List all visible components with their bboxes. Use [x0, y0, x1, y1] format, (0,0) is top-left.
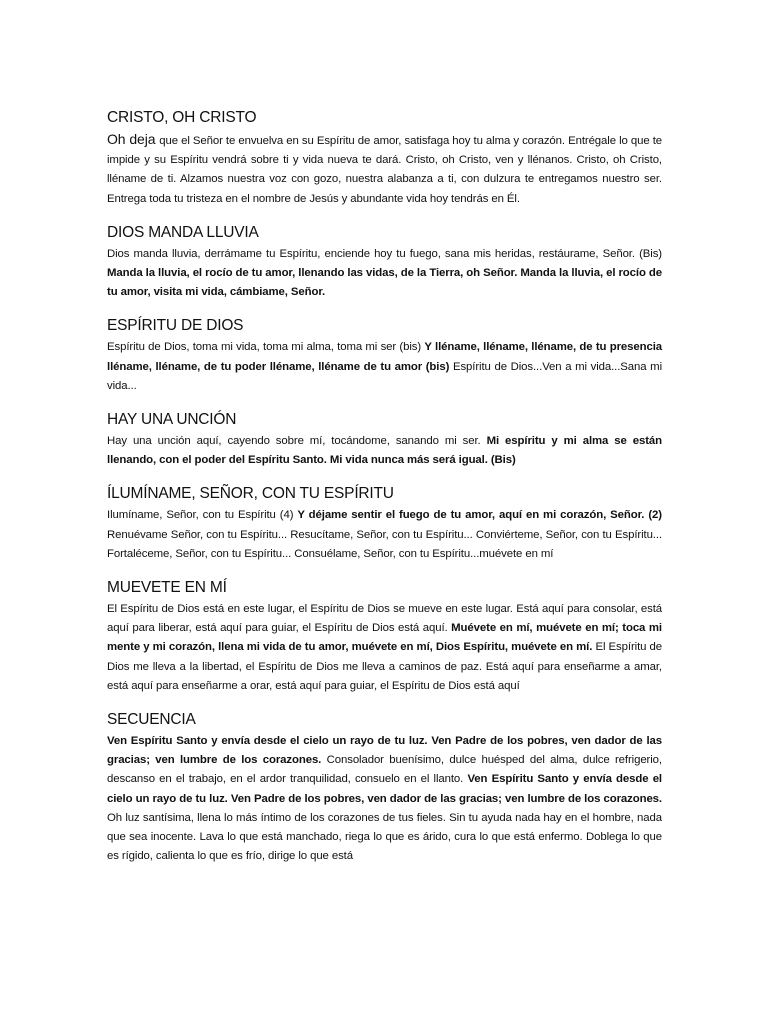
- text-run-bold: Y lléname, lléname, lléname, de tu presencia lléname, lléname, de tu poder lléname, lléname de tu amor (bis): [107, 341, 663, 373]
- section-title: HAY UNA UNCIÓN: [107, 411, 237, 429]
- section-ilumíname: [107, 484, 662, 564]
- text-run-bold: Mi espíritu y mi alma se están llenando, con el poder del Espíritu Santo. Mi vida nunca más será igual. (Bis): [107, 435, 662, 467]
- text-run: que el Señor te envuelva en su Espíritu de amor, satisfaga hoy tu alma y corazón. Entrégale lo que te impide y su Espíritu vendrá sobre ti y vida nueva te dará. Cristo, oh Cristo, ven y llénanos. Cristo, oh Cristo, lléname de ti. Alzamos nuestra voz con gozo, nuestra alabanza a ti, con dulzura te entregamos nuestro ser. Entrega toda tu tristeza en el nombre de Jesús y abundante vida hoy tendrás en Él.: [107, 135, 663, 205]
- section-body: [107, 732, 662, 866]
- section-muevete-en-mi: [107, 578, 662, 696]
- text-run: Hay una unción aquí, cayendo sobre mí, tocándome, sanando mi ser.: [107, 435, 487, 448]
- section-title: ESPÍRITU DE DIOS: [107, 317, 244, 335]
- section-title: ÍLUMÍNAME, SEÑOR, CON TU ESPÍRITU: [107, 485, 394, 503]
- document-page: [107, 108, 662, 880]
- section-title: CRISTO, OH CRISTO: [107, 109, 257, 126]
- section-body: [107, 245, 662, 303]
- section-body: [107, 338, 662, 396]
- text-run: Dios manda lluvia, derrámame tu Espíritu, enciende hoy tu fuego, sana mis heridas, restáurame, Señor. (Bis): [107, 247, 662, 260]
- text-run-bold: Ven Espíritu Santo y envía desde el cielo un rayo de tu luz. Ven Padre de los pobres, ven dador de las gracias; ven lumbre de los corazones.: [107, 773, 662, 805]
- text-run: El Espíritu de Dios me lleva a la libertad, el Espíritu de Dios me lleva a caminos de paz. Está aquí para enseñarme a amar, está aquí para enseñarme a orar, está aquí para guiar, el Espíritu de Dios está aquí: [107, 641, 663, 692]
- text-run: Oh luz santísima, llena lo más íntimo de los corazones de tus fieles. Sin tu ayuda nada hay en el hombre, nada que sea inocente. Lava lo que está manchado, riega lo que es árido, cura lo que está enfermo. Doblega lo que es rígido, calienta lo que es frío, dirige lo que está: [107, 811, 662, 863]
- section-hay-una-uncion: [107, 410, 662, 470]
- section-cristo-oh-cristo: [107, 108, 662, 209]
- section-body: [107, 130, 662, 209]
- text-run: Renuévame Señor, con tu Espíritu... Resucítame, Señor, con tu Espíritu... Conviérteme, Señor, con tu Espíritu... Fortaléceme, Señor, con tu Espíritu... Consuélame, Señor, con tu Espíritu...muévete en mí: [107, 528, 662, 560]
- section-title: SECUENCIA: [107, 711, 196, 729]
- text-run: Espíritu de Dios...Ven a mi vida...Sana mi vida...: [107, 360, 663, 392]
- text-run-bold: Y déjame sentir el fuego de tu amor, aquí en mi corazón, Señor. (2): [297, 509, 662, 522]
- section-body: [107, 600, 662, 696]
- section-dios-manda-lluvia: [107, 223, 662, 303]
- section-espiritu-de-dios: [107, 316, 662, 396]
- text-run: El Espíritu de Dios está en este lugar, el Espíritu de Dios se mueve en este lugar. Está aquí para consolar, está aquí para liberar, está aquí para guiar, el Espíritu de Dios está aquí.: [107, 603, 662, 635]
- section-secuencia: [107, 710, 662, 866]
- section-body: [107, 506, 662, 564]
- text-run-bold: Manda la lluvia, el rocío de tu amor, llenando las vidas, de la Tierra, oh Señor. Manda la lluvia, el rocío de tu amor, visita mi vida, cámbiame, Señor.: [107, 267, 662, 299]
- section-title: MUEVETE EN MÍ: [107, 579, 227, 597]
- text-run-bold: Ven Espíritu Santo y envía desde el cielo un rayo de tu luz. Ven Padre de los pobres, ven dador de las gracias; ven lumbre de los corazones.: [107, 735, 662, 767]
- text-run: Consolador buenísimo, dulce huésped del alma, dulce refrigerio, descanso en el trabajo, en el ardor tranquilidad, consuelo en el llanto.: [107, 754, 662, 786]
- section-title: DIOS MANDA LLUVIA: [107, 223, 259, 241]
- text-run-bold: Muévete en mí, muévete en mí; toca mi mente y mi corazón, llena mi vida de tu amor, muévete en mí, Dios Espíritu, muévete en mí.: [107, 622, 662, 654]
- text-run: Espíritu de Dios, toma mi vida, toma mi alma, toma mi ser (bis): [107, 341, 425, 354]
- section-body: [107, 432, 662, 470]
- text-run: Oh deja: [107, 131, 160, 147]
- text-run: Ilumíname, Señor, con tu Espíritu (4): [107, 509, 298, 522]
